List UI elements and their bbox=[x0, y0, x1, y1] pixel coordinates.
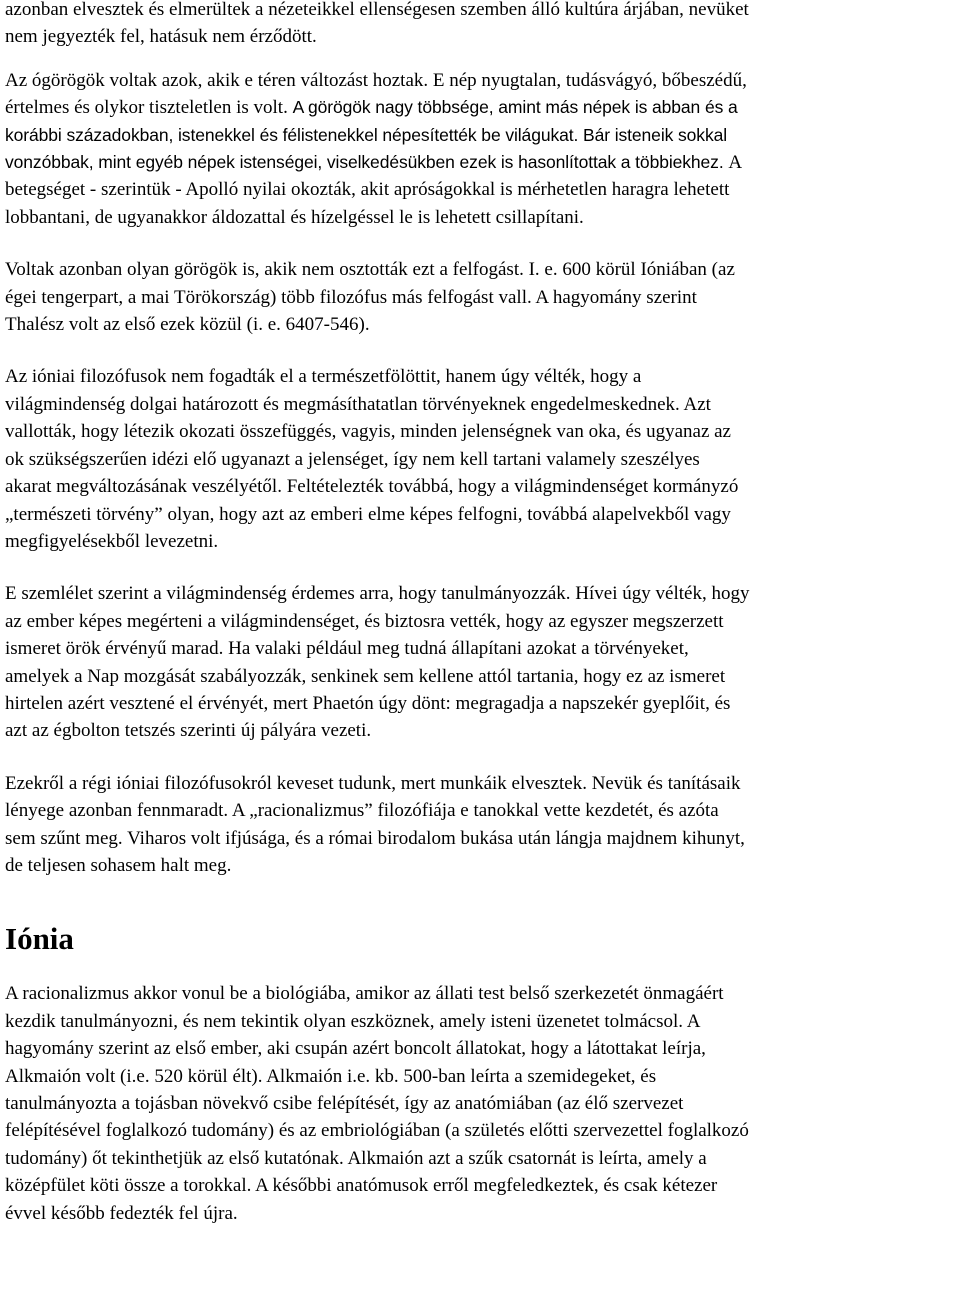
text-segment: de teljesen sohasem halt meg. bbox=[5, 854, 232, 876]
text-line bbox=[5, 580, 957, 607]
text-segment: A bbox=[728, 152, 743, 174]
text-line bbox=[5, 717, 957, 744]
text-line bbox=[5, 1172, 957, 1199]
text-segment: Alkmaión volt (i.e. 520 körül élt). Alkmaión i.e. kb. 500-ban leírta a szemidegeket, és bbox=[5, 1065, 657, 1087]
paragraph bbox=[5, 67, 957, 231]
text-line bbox=[5, 0, 957, 23]
text-line bbox=[5, 122, 957, 149]
text-segment: azt az égbolton tetszés szerinti új pályára vezeti. bbox=[5, 720, 372, 742]
text-line bbox=[5, 256, 957, 283]
text-segment: évvel később fedezték fel újra. bbox=[5, 1202, 238, 1224]
text-line bbox=[5, 1200, 957, 1227]
text-segment: amelyek a Nap mozgását szabályozzák, senkinek sem kellene attól tartania, hogy ez az ismeret bbox=[5, 665, 726, 687]
text-segment: világmindenség dolgai határozott és megmásíthatatlan törvényeknek engedelmeskednek. Azt bbox=[5, 393, 711, 415]
text-segment: középfület köti össze a torokkal. A későbbi anatómusok erről megfeledkeztek, és csak kétezer bbox=[5, 1175, 718, 1197]
text-line bbox=[5, 149, 957, 176]
text-segment: az ember képes megérteni a világmindenséget, és biztosra vették, hogy az egyszer megszerzett bbox=[5, 610, 724, 632]
text-line bbox=[5, 391, 957, 418]
paragraph bbox=[5, 980, 957, 1227]
text-segment: lényege azonban fennmaradt. A „racionalizmus” filozófiája e tanokkal vette kezdetét, és azóta bbox=[5, 800, 719, 822]
text-line bbox=[5, 418, 957, 445]
text-line bbox=[5, 1117, 957, 1144]
sans-text-segment: A görögök nagy többsége, amint más népek is abban és a bbox=[292, 97, 738, 118]
text-line bbox=[5, 852, 957, 879]
text-line bbox=[5, 1008, 957, 1035]
text-line bbox=[5, 204, 957, 231]
text-line bbox=[5, 825, 957, 852]
paragraph bbox=[5, 256, 957, 338]
text-segment: sem szűnt meg. Viharos volt ifjúsága, és a római birodalom bukása után lángja majdnem kihunyt, bbox=[5, 827, 745, 849]
text-line bbox=[5, 608, 957, 635]
text-line bbox=[5, 797, 957, 824]
text-segment: E szemlélet szerint a világmindenség érdemes arra, hogy tanulmányozzák. Hívei úgy vélték, hogy bbox=[5, 583, 750, 605]
text-line bbox=[5, 690, 957, 717]
text-line bbox=[5, 501, 957, 528]
paragraph bbox=[5, 580, 957, 744]
text-segment: hagyomány szerint az első ember, aki csupán azért boncolt állatokat, hogy a látottakat leírja, bbox=[5, 1038, 706, 1060]
text-line bbox=[5, 635, 957, 662]
document-page bbox=[5, 0, 957, 1252]
text-segment: betegséget - szerintük - Apolló nyilai okozták, akit apróságokkal is mérhetetlen haragra lehetett bbox=[5, 179, 730, 201]
text-line bbox=[5, 770, 957, 797]
sans-text-segment: korábbi századokban, istenekkel és félistenekkel népesítették be világukat. Bár isteneik sokkal bbox=[5, 124, 728, 145]
text-segment: égei tengerpart, a mai Törökország) több filozófus más felfogást vall. A hagyomány szerint bbox=[5, 286, 697, 308]
text-line bbox=[5, 528, 957, 555]
text-segment: Thalész volt az első ezek közül (i. e. 6407-546). bbox=[5, 314, 370, 336]
text-segment: Voltak azonban olyan görögök is, akik nem osztották ezt a felfogást. I. e. 600 körül Ióniában (az bbox=[5, 259, 735, 281]
text-segment: ok szükségszerűen idézi elő ugyanazt a jelenséget, így nem kell tartani valamely szeszélyes bbox=[5, 448, 700, 470]
text-segment: A racionalizmus akkor vonul be a biológiába, amikor az állati test belső szerkezetét önmagáért bbox=[5, 983, 724, 1005]
text-segment: megfigyelésekből levezetni. bbox=[5, 530, 219, 552]
text-line bbox=[5, 284, 957, 311]
text-segment: Az ióniai filozófusok nem fogadták el a természetfölöttit, hanem úgy vélték, hogy a bbox=[5, 366, 642, 388]
text-line bbox=[5, 1035, 957, 1062]
text-segment: hirtelen azért vesztené el érvényét, mert Phaetón úgy dönt: megragadja a napszekér gyeplőit, és bbox=[5, 692, 731, 714]
text-line bbox=[5, 23, 957, 50]
text-segment: akarat megváltozásának veszélyétől. Feltételezték továbbá, hogy a világmindenséget kormányzó bbox=[5, 476, 739, 498]
text-line bbox=[5, 1145, 957, 1172]
text-line bbox=[5, 94, 957, 121]
text-line bbox=[5, 67, 957, 94]
text-line bbox=[5, 1090, 957, 1117]
text-segment: tanulmányozta a tojásban növekvő csibe felépítését, így az anatómiában (az élő szervezet bbox=[5, 1093, 684, 1114]
text-segment: vallották, hogy létezik okozati összefüggés, vagyis, minden jelenségnek van oka, és ugyanaz az bbox=[5, 421, 731, 443]
paragraph bbox=[5, 0, 957, 51]
text-segment: ismeret örök érvényű marad. Ha valaki például meg tudná állapítani azokat a törvényeket, bbox=[5, 638, 689, 660]
text-segment: Ezekről a régi ióniai filozófusokról keveset tudunk, mert munkáik elvesztek. Nevük és tanításaik bbox=[5, 772, 741, 794]
text-segment: Az ógörögök voltak azok, akik e téren változást hoztak. E nép nyugtalan, tudásvágyó, bőbeszédű, bbox=[5, 69, 747, 91]
text-segment: tudomány) őt tekinthetjük az első kutatónak. Alkmaión azt a szűk csatornát is leírta, amely a bbox=[5, 1147, 707, 1169]
paragraph bbox=[5, 363, 957, 555]
text-line bbox=[5, 311, 957, 338]
section-heading: Iónia bbox=[5, 921, 74, 957]
text-segment: lobbantani, de ugyanakkor áldozattal és hízelgéssel le is lehetett csillapítani. bbox=[5, 206, 584, 228]
text-segment: felépítésével foglalkozó tudomány) és az embriológiában (a születés előtti szervezettel foglalkozó bbox=[5, 1120, 749, 1142]
text-segment: kezdik tanulmányozni, és nem tekintik olyan eszköznek, amely isteni üzenetet tolmácsol. A bbox=[5, 1010, 701, 1032]
text-line bbox=[5, 663, 957, 690]
text-line bbox=[5, 473, 957, 500]
text-segment: nem jegyezték fel, hatásuk nem érződött. bbox=[5, 26, 317, 48]
text-segment: azonban elvesztek és elmerültek a nézeteikkel ellenségesen szemben álló kultúra árjában, nevüket bbox=[5, 0, 749, 20]
text-segment: értelmes és olykor tiszteletlen is volt. bbox=[5, 97, 293, 119]
text-line bbox=[5, 1063, 957, 1090]
sans-text-segment: vonzóbbak, mint egyéb népek istenségei, viselkedésükben ezek is hasonlítottak a többiekhez. bbox=[5, 152, 729, 173]
text-line bbox=[5, 363, 957, 390]
text-line bbox=[5, 176, 957, 203]
text-line bbox=[5, 446, 957, 473]
text-line bbox=[5, 980, 957, 1007]
paragraph bbox=[5, 770, 957, 880]
text-segment: „természeti törvény” olyan, hogy azt az emberi elme képes felfogni, továbbá alapelvekből vagy bbox=[5, 503, 731, 525]
